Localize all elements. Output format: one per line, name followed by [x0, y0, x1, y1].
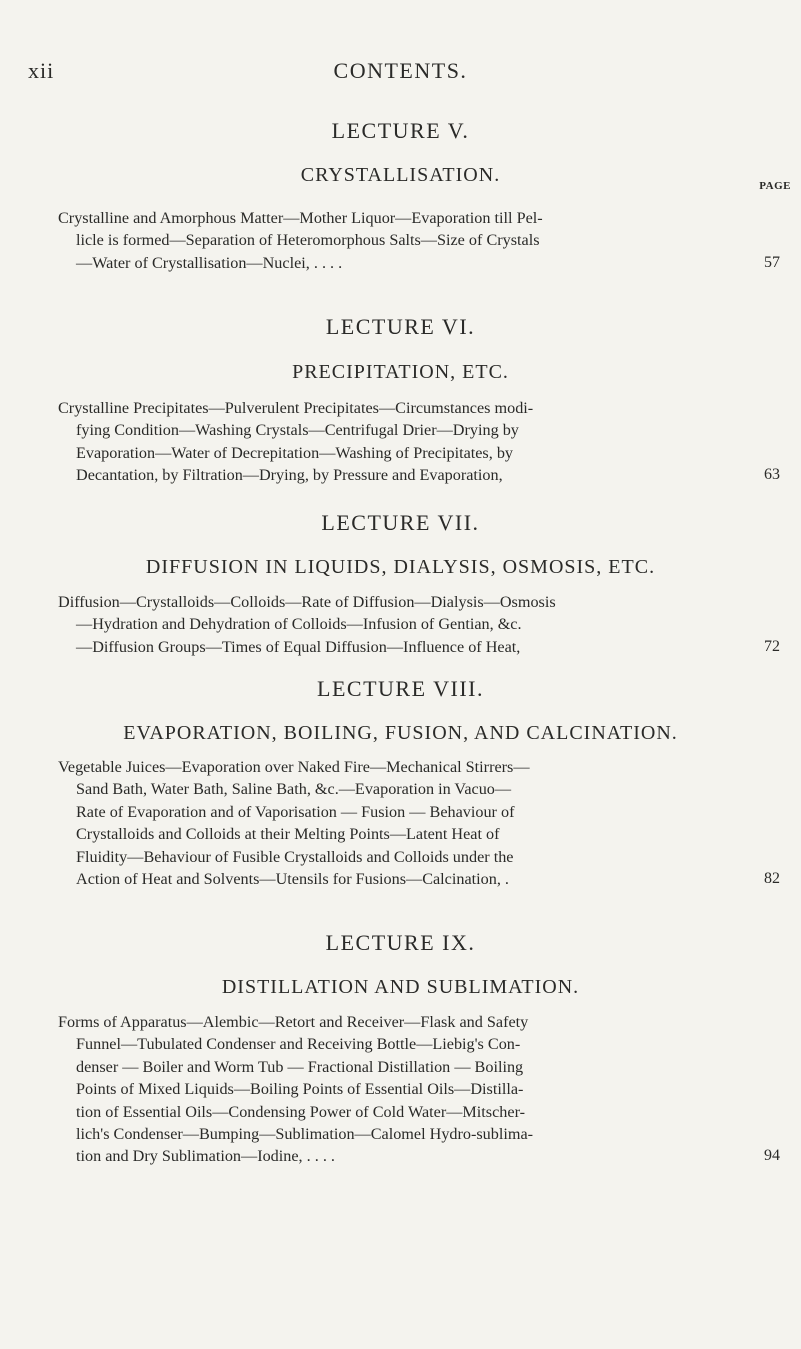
lecture-heading: LECTURE VIII. [317, 676, 484, 701]
lecture-subject: DISTILLATION AND SUBLIMATION. [221, 976, 580, 998]
summary-line: Decantation, by Filtration—Drying, by Pressure and Evaporation, [76, 466, 503, 485]
lecture-ix [0, 930, 801, 1168]
summary-line: Sand Bath, Water Bath, Saline Bath, &c.—Evaporation in Vacuo— [76, 780, 512, 799]
summary-line: —Hydration and Dehydration of Colloids—Infusion of Gentian, &c. [76, 615, 522, 634]
summary-line: —Water of Crystallisation—Nuclei, . . . . [76, 253, 343, 272]
summary-line: tion of Essential Oils—Condensing Power of Cold Water—Mitscher- [76, 1102, 526, 1121]
lecture-heading: LECTURE VI. [325, 314, 476, 339]
summary-line: Evaporation—Water of Decrepitation—Washing of Precipitates, by [76, 443, 514, 462]
lecture-summary [58, 397, 780, 487]
summary-line: Crystalline Precipitates—Pulverulent Precipitates—Circumstances modi- [58, 399, 534, 417]
lecture-heading: LECTURE V. [331, 118, 470, 143]
lecture-vi [0, 314, 801, 487]
entry-page-number: 57 [764, 253, 780, 271]
lecture-subject: EVAPORATION, BOILING, FUSION, AND CALCINATION. [123, 722, 678, 744]
entry-page-number: 94 [764, 1147, 780, 1165]
entry-page-number: 72 [764, 637, 780, 655]
entry-page-number: 63 [764, 466, 780, 484]
summary-line: Crystalloids and Colloids at their Melting Points—Latent Heat of [76, 825, 500, 844]
summary-line: Diffusion—Crystalloids—Colloids—Rate of Diffusion—Dialysis—Osmosis [58, 593, 556, 611]
lecture-v [0, 118, 801, 274]
summary-line: Vegetable Juices—Evaporation over Naked Fire—Mechanical Stirrers— [58, 758, 530, 776]
lecture-summary [58, 591, 780, 658]
lecture-summary [58, 207, 780, 274]
entry-page-number: 82 [764, 870, 780, 888]
lecture-summary [58, 1011, 780, 1168]
running-title: CONTENTS. [333, 58, 468, 83]
lecture-subject: PRECIPITATION, ETC. [292, 361, 509, 383]
lecture-heading: LECTURE IX. [325, 930, 476, 955]
summary-line: —Diffusion Groups—Times of Equal Diffusion—Influence of Heat, [76, 637, 521, 656]
lecture-viii [0, 676, 801, 890]
summary-line: Crystalline and Amorphous Matter—Mother Liquor—Evaporation till Pel- [58, 209, 543, 227]
page-number: xii [28, 58, 55, 83]
summary-line: fying Condition—Washing Crystals—Centrifugal Drier—Drying by [76, 421, 519, 440]
summary-line: Funnel—Tubulated Condenser and Receiving Bottle—Liebig's Con- [76, 1035, 521, 1054]
running-header [0, 58, 801, 88]
lecture-vii [0, 510, 801, 658]
summary-line: tion and Dry Sublimation—Iodine, . . . . [76, 1147, 335, 1166]
summary-line: denser — Boiler and Worm Tub — Fractional Distillation — Boiling [76, 1057, 524, 1076]
summary-line: Rate of Evaporation and of Vaporisation — Fusion — Behaviour of [76, 802, 515, 821]
summary-line: licle is formed—Separation of Heteromorphous Salts—Size of Crystals [76, 231, 540, 250]
lecture-subject: DIFFUSION IN LIQUIDS, DIALYSIS, OSMOSIS, ETC. [145, 556, 656, 578]
lecture-subject: CRYSTALLISATION. [300, 164, 501, 186]
summary-line: Fluidity—Behaviour of Fusible Crystalloids and Colloids under the [76, 847, 514, 866]
lecture-heading: LECTURE VII. [321, 510, 480, 535]
lecture-summary [58, 756, 780, 890]
summary-line: Points of Mixed Liquids—Boiling Points of Essential Oils—Distilla- [76, 1080, 524, 1099]
summary-line: lich's Condenser—Bumping—Sublimation—Calomel Hydro-sublima- [76, 1125, 534, 1144]
summary-line: Forms of Apparatus—Alembic—Retort and Receiver—Flask and Safety [58, 1013, 529, 1031]
page-column-label: PAGE [759, 180, 791, 192]
summary-line: Action of Heat and Solvents—Utensils for Fusions—Calcination, . [76, 870, 509, 889]
